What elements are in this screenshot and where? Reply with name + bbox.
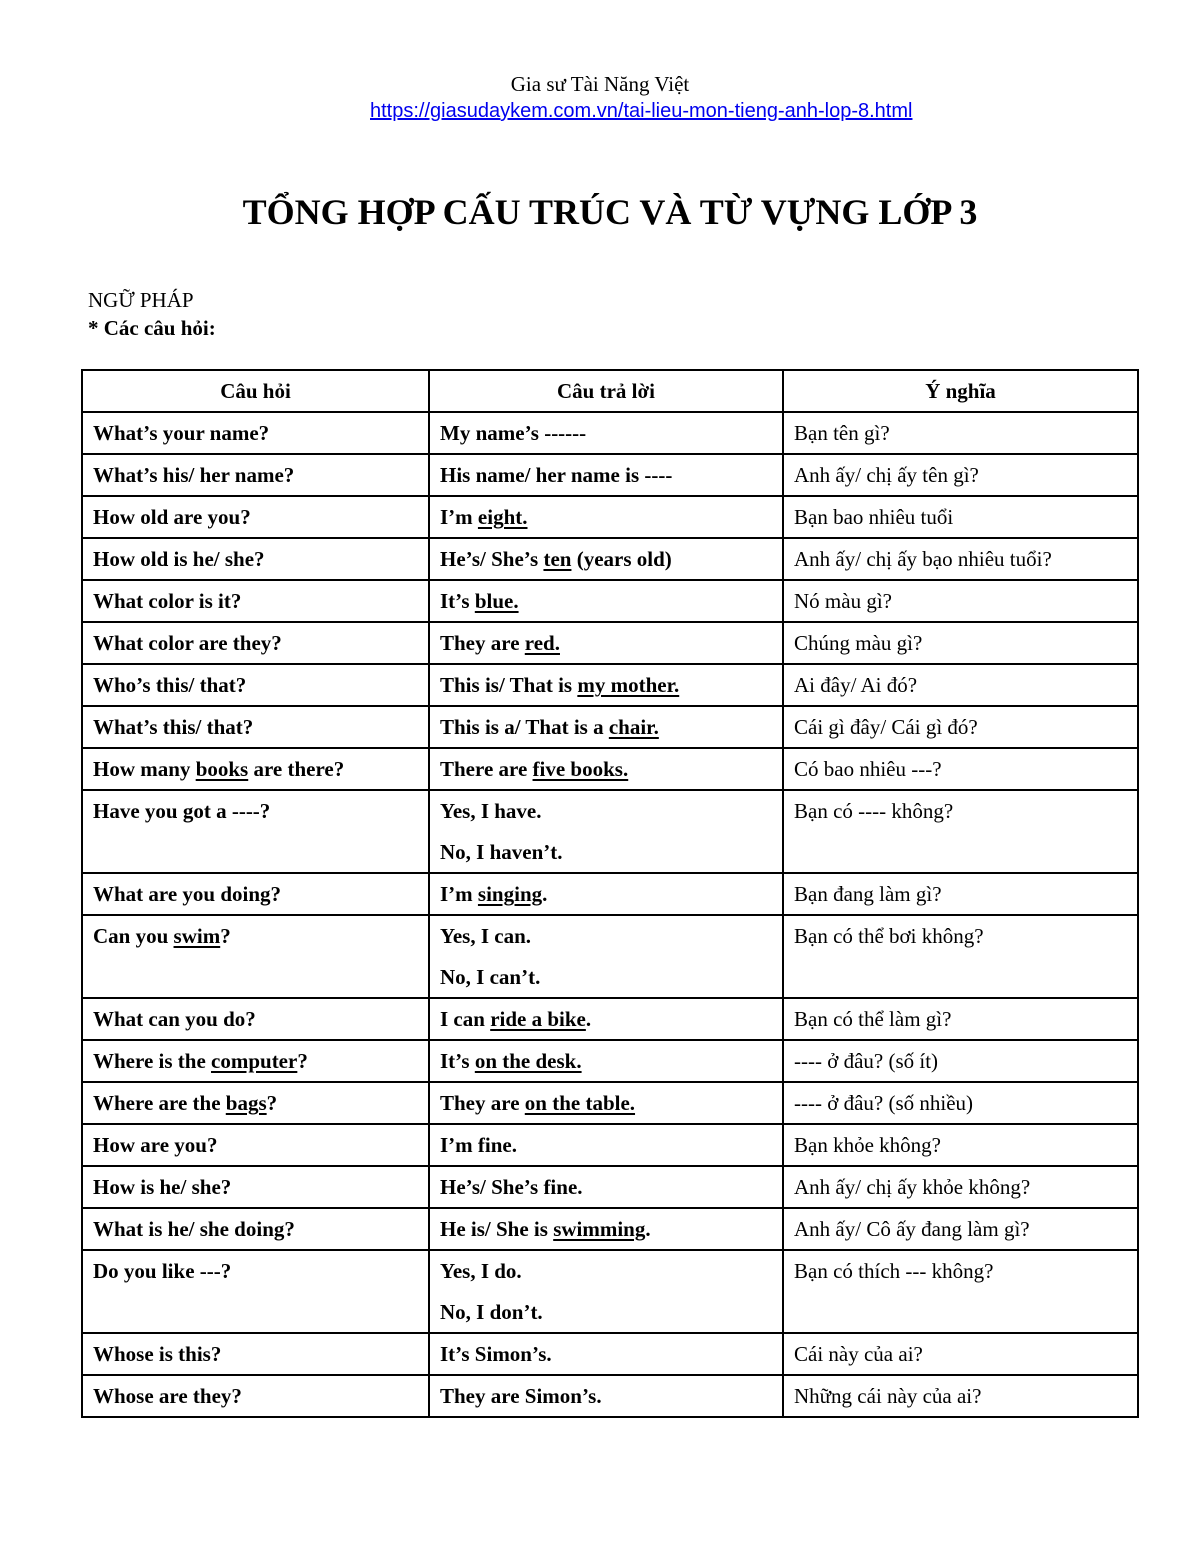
question-cell [82,748,429,790]
table-row [82,622,1138,664]
answer-cell [429,748,783,790]
answer-cell [429,664,783,706]
underlined-text: on the table. [524,1091,636,1115]
text-segment: ? [266,1091,278,1115]
header-question: Câu hỏi [82,370,429,412]
question-cell [82,873,429,915]
answer-cell [429,873,783,915]
text-segment: It’s Simon’s. [440,1342,552,1366]
text-segment: How many [93,757,196,781]
underlined-text: chair. [608,715,659,739]
table-row [82,664,1138,706]
meaning-cell: ---- ở đâu? (số nhiều) [783,1082,1138,1124]
answer-line [440,1384,602,1408]
underlined-text: blue. [474,589,519,613]
meaning-cell: Chúng màu gì? [783,622,1138,664]
meaning-cell: Bạn tên gì? [783,412,1138,454]
text-segment: Yes, I can. [440,924,532,948]
table-row [82,873,1138,915]
question-cell [82,496,429,538]
question-cell [82,538,429,580]
text-segment: What’s this/ that? [93,715,254,739]
answer-line [440,1259,522,1283]
header-url-link[interactable]: https://giasudaykem.com.vn/tai-lieu-mon-tieng-anh-lop-8.html [370,100,913,122]
text-segment: There are [440,757,533,781]
text-segment: He is/ She is [440,1217,554,1241]
underlined-text: computer [211,1049,298,1073]
meaning-cell: Anh ấy/ chị ấy tên gì? [783,454,1138,496]
text-segment: No, I haven’t. [440,840,563,864]
answer-line [440,837,772,867]
underlined-text: swim [173,924,221,948]
question-cell [82,412,429,454]
answer-cell [429,790,783,873]
answer-line [440,631,560,655]
answer-line [440,421,586,445]
table-row [82,454,1138,496]
table-row [82,1166,1138,1208]
text-segment: Yes, I have. [440,799,542,823]
table-row [82,412,1138,454]
text-segment: I’m [440,882,478,906]
text-segment: How old are you? [93,505,251,529]
table-row [82,580,1138,622]
answer-cell [429,1250,783,1333]
table-row [82,538,1138,580]
meaning-cell: Cái gì đây/ Cái gì đó? [783,706,1138,748]
text-segment: . [645,1217,651,1241]
table-row [82,790,1138,873]
answer-cell [429,1166,783,1208]
text-segment: What’s your name? [93,421,270,445]
underlined-text: eight. [477,505,528,529]
answer-line [440,715,659,739]
question-cell [82,1250,429,1333]
underlined-text: on the desk. [474,1049,582,1073]
text-segment: . [585,1007,592,1031]
table-row [82,1250,1138,1333]
answer-cell [429,1333,783,1375]
text-segment: ? [220,924,231,948]
text-segment: He’s/ She’s [440,547,544,571]
text-segment: Do you like ---? [93,1259,232,1283]
text-segment: How is he/ she? [93,1175,232,1199]
text-segment: They are [440,1091,525,1115]
question-cell [82,915,429,998]
text-segment: (years old) [571,547,672,571]
question-cell [82,706,429,748]
meaning-cell: Bạn khỏe không? [783,1124,1138,1166]
section-heading: NGỮ PHÁP [88,288,194,312]
question-cell [82,1208,429,1250]
answer-line [440,1007,591,1031]
table-row [82,1124,1138,1166]
answer-cell [429,1040,783,1082]
answer-line [440,463,672,487]
question-cell [82,1375,429,1417]
question-cell [82,1333,429,1375]
text-segment: I’m [440,505,478,529]
meaning-cell: Anh ấy/ chị ấy khỏe không? [783,1166,1138,1208]
underlined-text: bags [225,1091,267,1115]
answer-line [440,962,772,992]
answer-cell [429,1082,783,1124]
underlined-text: swimming [553,1217,646,1241]
answer-cell [429,580,783,622]
table-row [82,1333,1138,1375]
answer-line [440,1217,651,1241]
header-organization: Gia sư Tài Năng Việt [510,72,690,96]
text-segment: Whose is this? [93,1342,222,1366]
answer-line [440,505,528,529]
text-segment: My name’s ------ [440,421,587,445]
answer-line [440,547,672,571]
underlined-text: my mother. [577,673,680,697]
meaning-cell: Bạn có thể làm gì? [783,998,1138,1040]
table-row [82,1040,1138,1082]
meaning-cell: Những cái này của ai? [783,1375,1138,1417]
underlined-text: ride a bike [490,1007,586,1031]
answer-line [440,1049,582,1073]
underlined-text: red. [524,631,560,655]
text-segment: Where is the [93,1049,212,1073]
text-segment: Can you [93,924,174,948]
answer-line [440,673,679,697]
answer-line [440,799,542,823]
text-segment: What’s his/ her name? [93,463,295,487]
meaning-cell: Bạn bao nhiêu tuổi [783,496,1138,538]
table-header-row [82,370,1138,412]
answer-cell [429,1208,783,1250]
answer-line [440,1091,635,1115]
table-body [82,412,1138,1417]
text-segment: This is/ That is [440,673,578,697]
meaning-cell: Bạn có thích --- không? [783,1250,1138,1333]
text-segment: are there? [248,757,345,781]
underlined-text: five books. [532,757,629,781]
header-meaning: Ý nghĩa [783,370,1138,412]
answer-cell [429,998,783,1040]
table-row [82,496,1138,538]
text-segment: No, I can’t. [440,965,541,989]
meaning-cell: Anh ấy/ chị ấy bạo nhiêu tuổi? [783,538,1138,580]
text-segment: What color is it? [93,589,242,613]
underlined-text: books [195,757,249,781]
answer-cell [429,454,783,496]
text-segment: Who’s this/ that? [93,673,247,697]
question-cell [82,622,429,664]
answer-line [440,1342,552,1366]
meaning-cell: Bạn có ---- không? [783,790,1138,873]
text-segment: What are you doing? [93,882,282,906]
text-segment: What color are they? [93,631,282,655]
question-cell [82,1082,429,1124]
meaning-cell: Nó màu gì? [783,580,1138,622]
meaning-cell: Cái này của ai? [783,1333,1138,1375]
header-answer: Câu trả lời [429,370,783,412]
meaning-cell: Anh ấy/ Cô ấy đang làm gì? [783,1208,1138,1250]
underlined-text: ten [543,547,572,571]
text-segment: This is a/ That is a [440,715,609,739]
answer-cell [429,538,783,580]
answer-line [440,882,547,906]
meaning-cell: Có bao nhiêu ---? [783,748,1138,790]
underlined-text: singing [477,882,543,906]
meaning-cell: Bạn đang làm gì? [783,873,1138,915]
answer-line [440,924,531,948]
question-cell [82,1040,429,1082]
text-segment: Where are the [93,1091,226,1115]
table-row [82,706,1138,748]
meaning-cell: ---- ở đâu? (số ít) [783,1040,1138,1082]
answer-cell [429,915,783,998]
answer-line [440,1133,517,1157]
text-segment: He’s/ She’s fine. [440,1175,583,1199]
text-segment: Have you got a ----? [93,799,271,823]
table-row [82,748,1138,790]
table-row [82,998,1138,1040]
text-segment: ? [297,1049,308,1073]
question-cell [82,580,429,622]
document-title: TỔNG HỢP CẤU TRÚC VÀ TỪ VỰNG LỚP 3 [242,192,978,232]
answer-cell [429,706,783,748]
question-cell [82,664,429,706]
text-segment: Whose are they? [93,1384,242,1408]
answer-line [440,757,628,781]
text-segment: How are you? [93,1133,218,1157]
text-segment: It’s [440,1049,475,1073]
table-row [82,915,1138,998]
text-segment: What can you do? [93,1007,256,1031]
text-segment: . [542,882,548,906]
question-cell [82,1166,429,1208]
answer-cell [429,1124,783,1166]
table-row [82,1375,1138,1417]
table-row [82,1082,1138,1124]
text-segment: They are [440,631,525,655]
text-segment: What is he/ she doing? [93,1217,295,1241]
question-cell [82,998,429,1040]
text-segment: Yes, I do. [440,1259,522,1283]
table-row [82,1208,1138,1250]
text-segment: I’m fine. [440,1133,517,1157]
answer-line [440,589,519,613]
text-segment: His name/ her name is ---- [440,463,673,487]
text-segment: They are Simon’s. [440,1384,602,1408]
text-segment: I can [440,1007,491,1031]
meaning-cell: Bạn có thể bơi không? [783,915,1138,998]
text-segment: It’s [440,589,475,613]
question-cell [82,790,429,873]
question-cell [82,1124,429,1166]
answer-cell [429,622,783,664]
text-segment: No, I don’t. [440,1300,543,1324]
grammar-table [81,369,1139,1418]
answer-line [440,1297,772,1327]
answer-line [440,1175,583,1199]
subsection-heading: * Các câu hỏi: [88,316,216,340]
text-segment: How old is he/ she? [93,547,265,571]
answer-cell [429,496,783,538]
answer-cell [429,412,783,454]
question-cell [82,454,429,496]
meaning-cell: Ai đây/ Ai đó? [783,664,1138,706]
answer-cell [429,1375,783,1417]
